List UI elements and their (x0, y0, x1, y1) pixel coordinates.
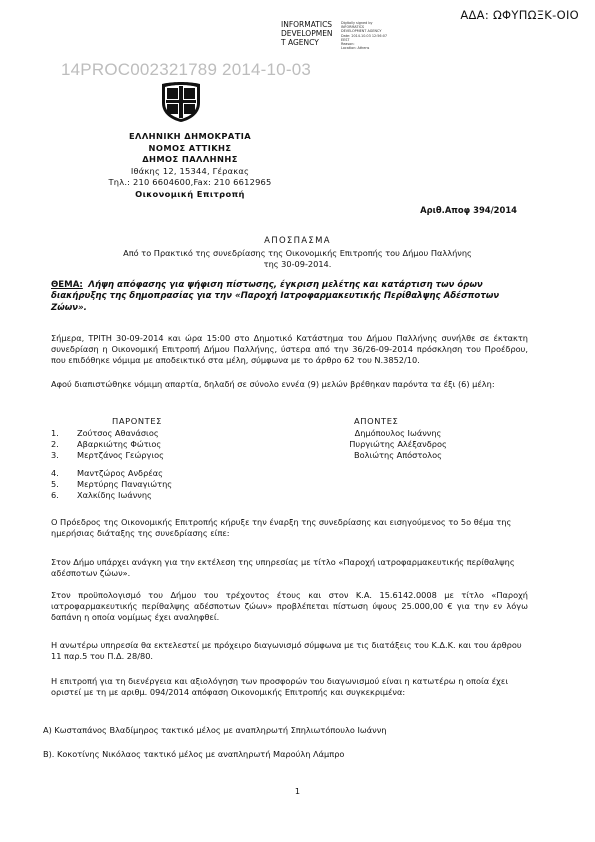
absent-header: ΑΠΟΝΤΕΣ (354, 416, 399, 426)
quorum-paragraph: Αφού διαπιστώθηκε νόμιμη απαρτία, δηλαδή σε σύνολο εννέα (9) μελών βρέθηκαν παρόντα τα έξι (6) μέλη: (51, 379, 495, 389)
signature-detail-line: Date: 2014.10.03 12:56:07 (341, 33, 388, 38)
signature-detail-line: EEST (341, 37, 350, 42)
signature-detail-line: INFORMATICS (341, 25, 365, 30)
document-subtitle (60, 248, 535, 270)
page-number: 1 (294, 786, 301, 796)
issuer-header (80, 131, 300, 201)
signature-detail-line: Location: Athens (341, 46, 370, 51)
signature-detail-line: Reason: (341, 42, 355, 47)
signature-org-line: T AGENCY (281, 38, 319, 47)
list-item: Βολιώτης Απόστολος (354, 450, 442, 461)
signature-details (341, 21, 401, 50)
header-municipality: ΔΗΜΟΣ ΠΑΛΛΗΝΗΣ (142, 154, 238, 165)
body-paragraph: Ο Πρόεδρος της Οικονομικής Επιτροπής κήρυξε την έναρξη της συνεδρίασης και εισηγούμενος το 5ο θέμα της ημερήσιας διάταξης της συνεδρίασης είπε: (51, 517, 512, 539)
greek-emblem-icon (160, 81, 202, 123)
present-header: ΠΑΡΟΝΤΕΣ (112, 416, 163, 426)
list-item: 4. Μαντζώρος Ανδρέας (51, 467, 163, 478)
decision-number: Αριθ.Αποφ 394/2014 (420, 205, 517, 215)
list-item: 5. Μερτύρης Παναγιώτης (51, 478, 173, 489)
list-item: Πυργιώτης Αλέξανδρος (349, 439, 447, 450)
present-list (51, 428, 251, 501)
list-item: 6. Χαλκίδης Ιωάννης (51, 490, 152, 501)
subject (51, 280, 536, 314)
body-paragraph: Στον Δήμο υπάρχει ανάγκη για την εκτέλεση της υπηρεσίας με τίτλο «Παροχή ιατροφαρμακευτικής περίθαλψης αδέσποτων ζώων». (51, 557, 515, 579)
header-address: Ιθάκης 12, 15344, Γέρακας (130, 165, 250, 176)
signature-detail-line: DEVELOPMENT AGENCY (341, 29, 382, 34)
ada-code: ΑΔΑ: ΩΦΥΠΩΞΚ-ΟΙΟ (460, 8, 579, 22)
subtitle-line: Από το Πρακτικό της συνεδρίασης της Οικονομικής Επιτροπής του Δήμου Παλλήνης (123, 248, 472, 258)
signature-org-line: INFORMATICS (281, 20, 333, 29)
list-item: 3. Μερτζάνος Γεώργιος (51, 450, 164, 461)
header-prefecture: ΝΟΜΟΣ ΑΤΤΙΚΗΣ (148, 142, 232, 153)
list-item: 1. Ζούτσος Αθανάσιος (51, 428, 159, 438)
absent-list (318, 428, 478, 462)
body-paragraph: Η επιτροπή για τη διενέργεια και αξιολόγηση των προσφορών του διαγωνισμού είναι η κατωτέρω η οποία έχει οριστεί με τη με αριθμ. 094/2014 απόφαση Οικονομικής Επιτροπής και συγκεκριμένα: (51, 676, 509, 698)
intro-paragraph: Σήμερα, ΤΡΙΤΗ 30-09-2014 και ώρα 15:00 στο Δημοτικό Κατάστημα του Δήμου Παλλήνης συνήλθε σε έκτακτη συνεδρίαση η Οικονομική Επιτροπή Δήμου Παλλήνης, ύστερα από την 36/26-09-2014 πρόσκληση του Προέδρου, που επιδόθηκε νόμιμα με αποδεικτικό στα μέλη, σύμφωνα με το άρθρο 62 του Ν.3852/10. (51, 333, 528, 366)
committee-member: Β). Κοκοτίνης Νικόλαος τακτικό μέλος με αναπληρωτή Μαρούλη Λάμπρο (43, 749, 345, 759)
body-paragraph: Στον προϋπολογισμό του Δήμου του τρέχοντος έτους και στον Κ.Α. 15.6142.0008 με τίτλο «Παροχή ιατροφαρμακευτικής περίθαλψης αδέσποτων ζώων» προβλέπεται πίστωση ύψους 25.000,00 € για την εν λόγω δαπάνη η οποία νομίμως έχει αναληφθεί. (51, 590, 528, 623)
protocol-stamp: 14PROC002321789 2014-10-03 (61, 60, 311, 79)
list-item: 2. Αβαρκιώτης Φώτιος (51, 439, 162, 450)
committee-member: Α) Κωσταπάνος Βλαδίμηρος τακτικό μέλος με αναπληρωτή Σπηλιωτόπουλο Ιωάννη (43, 725, 387, 735)
list-item: Δημόπουλος Ιωάννης (354, 428, 442, 438)
signature-org-line: DEVELOPMEN (281, 29, 333, 38)
subject-label: ΘΕΜΑ: (51, 280, 83, 290)
subject-text: Λήψη απόφασης για ψήφιση πίστωσης, έγκριση μελέτης και κατάρτιση των όρων διακήρυξης της δημοπρασίας για την «Παροχή Ιατροφαρμακευτικής Περίθαλψης Αδέσποτων Ζώων». (51, 280, 500, 313)
signature-detail-line: Digitally signed by (341, 21, 373, 25)
header-committee: Οικονομική Επιτροπή (135, 188, 245, 199)
header-phone: Τηλ.: 210 6604600,Fax: 210 6612965 (108, 177, 272, 188)
header-country: ΕΛΛΗΝΙΚΗ ΔΗΜΟΚΡΑΤΙΑ (128, 131, 252, 141)
signature-organization (281, 20, 339, 47)
subtitle-line: της 30-09-2014. (263, 259, 332, 269)
body-paragraph: Η ανωτέρω υπηρεσία θα εκτελεστεί με πρόχειρο διαγωνισμό σύμφωνα με τις διατάξεις του Κ.Δ.Κ. και του άρθρου 11 παρ.5 του Π.Δ. 28/80. (51, 640, 522, 662)
document-title: ΑΠΟΣΠΑΣΜΑ (264, 236, 331, 246)
